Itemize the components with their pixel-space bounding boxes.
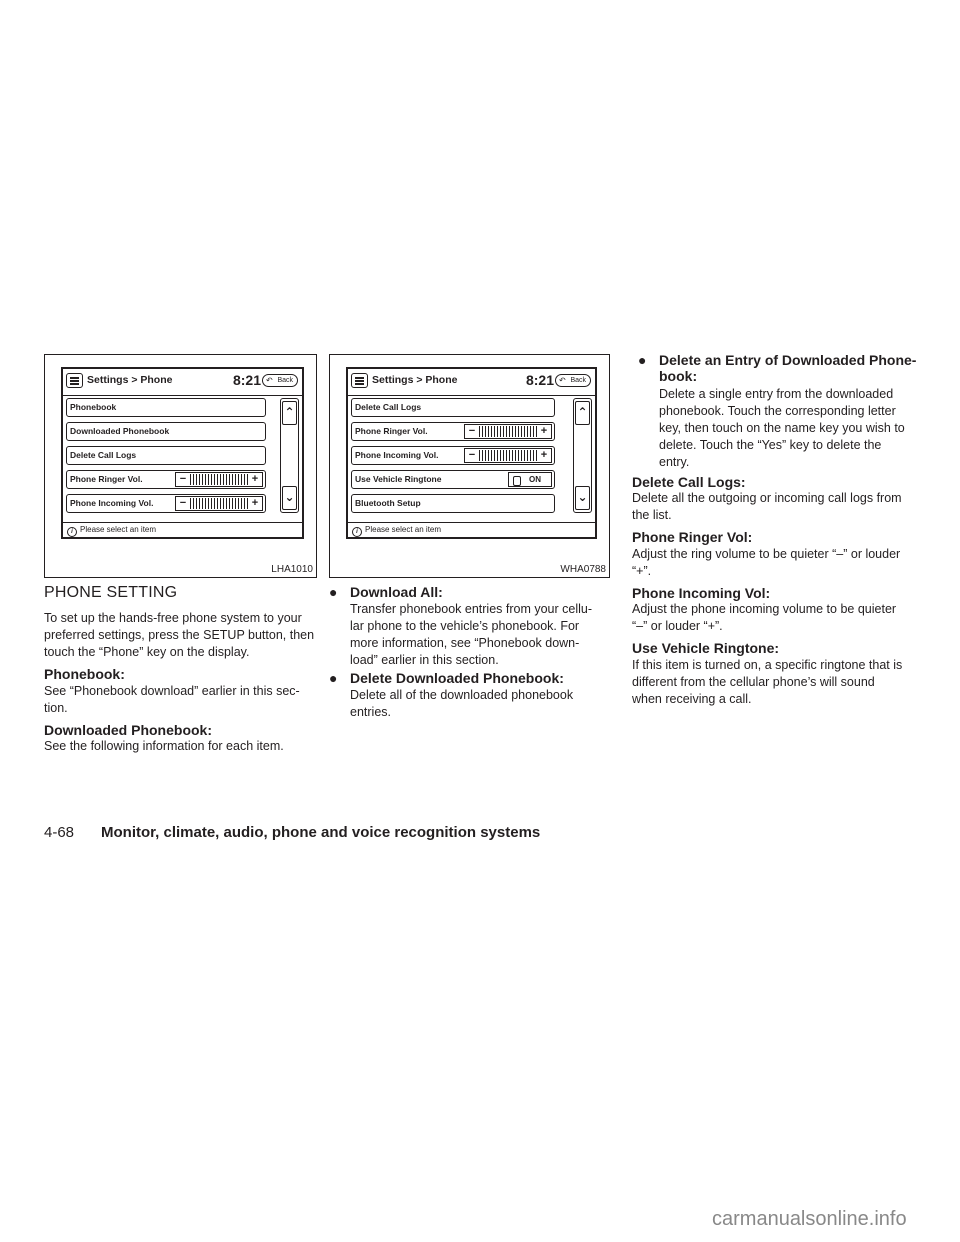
menu-item-label: Phonebook: [70, 402, 117, 412]
scroll-down-icon[interactable]: ⌄: [282, 486, 297, 510]
scroll-down-icon[interactable]: ⌄: [575, 486, 590, 510]
menu-item-label: Use Vehicle Ringtone: [355, 474, 442, 484]
vehicle-ringtone-text-2: different from the cellular phone’s will sound: [632, 675, 875, 689]
back-label: Back: [570, 377, 586, 384]
info-icon: i: [67, 527, 77, 537]
menu-icon: [66, 373, 83, 388]
delete-entry-heading-1: Delete an Entry of Downloaded Phone-: [659, 352, 917, 368]
delete-downloaded-text-1: Delete all of the downloaded phonebook: [350, 688, 574, 702]
download-all-text-4: load” earlier in this section.: [350, 653, 499, 667]
minus-icon[interactable]: −: [179, 497, 187, 509]
delete-entry-heading-2: book:: [659, 368, 698, 384]
delete-downloaded-heading: Delete Downloaded Phonebook:: [350, 670, 564, 686]
ringer-vol-text-2: “+”.: [632, 564, 652, 578]
incoming-vol-heading: Phone Incoming Vol:: [632, 585, 771, 601]
menu-icon: [351, 373, 368, 388]
delete-call-logs-text-1: Delete all the outgoing or incoming call logs from: [632, 491, 902, 505]
plus-icon[interactable]: +: [251, 497, 259, 509]
download-all-text-1: Transfer phonebook entries from your cellu-: [350, 602, 593, 616]
screen-title: Settings > Phone: [87, 374, 173, 386]
ringer-vol-text-1: Adjust the ring volume to be quieter “–” or louder: [632, 547, 901, 561]
back-label: Back: [277, 377, 293, 384]
phonebook-text-2: tion.: [44, 701, 68, 715]
volume-slider[interactable]: [175, 472, 263, 487]
delete-entry-text-1: Delete a single entry from the downloaded: [659, 387, 894, 401]
menu-item-label: Phone Incoming Vol.: [355, 450, 439, 460]
menu-item-phonebook[interactable]: [66, 398, 266, 417]
ringtone-toggle[interactable]: [508, 472, 552, 487]
screen-title: Settings > Phone: [372, 374, 458, 386]
menu-item-label: Phone Ringer Vol.: [355, 426, 428, 436]
toggle-indicator-icon: [513, 476, 521, 486]
menu-item-phone-incoming-vol[interactable]: [66, 494, 266, 513]
intro-line-3: touch the “Phone” key on the display.: [44, 645, 250, 659]
menu-item-label: Delete Call Logs: [70, 450, 137, 460]
volume-bar: [479, 450, 537, 461]
delete-call-logs-text-2: the list.: [632, 508, 672, 522]
toggle-label: ON: [529, 475, 541, 484]
volume-slider[interactable]: [464, 424, 552, 439]
footer-hint: Please select an item: [80, 525, 157, 534]
chapter-title: Monitor, climate, audio, phone and voice recognition systems: [101, 824, 541, 841]
delete-entry-text-3: key, then touch on the name key you wish to: [659, 421, 905, 435]
volume-slider[interactable]: [175, 496, 263, 511]
clock: 8:21: [525, 372, 554, 388]
plus-icon[interactable]: +: [540, 425, 548, 437]
intro-line-1: To set up the hands-free phone system to your: [44, 611, 302, 625]
volume-slider[interactable]: [464, 448, 552, 463]
scroll-up-icon[interactable]: ⌃: [282, 401, 297, 425]
menu-item-label: Downloaded Phonebook: [70, 426, 170, 436]
delete-entry-text-4: delete. Touch the “Yes” key to delete the: [659, 438, 882, 452]
menu-item-delete-call-logs[interactable]: [351, 398, 555, 417]
watermark-text: carmanualsonline.info: [712, 1208, 907, 1230]
minus-icon[interactable]: −: [179, 473, 187, 485]
downloaded-text: See the following information for each item.: [44, 739, 284, 753]
delete-call-logs-heading: Delete Call Logs:: [632, 474, 746, 490]
minus-icon[interactable]: −: [468, 449, 476, 461]
volume-bar: [479, 426, 537, 437]
phone-settings-screen: [61, 367, 304, 539]
download-all-text-3: more information, see “Phonebook down-: [350, 636, 580, 650]
menu-item-phone-ringer-vol[interactable]: [351, 422, 555, 441]
footer-hint: Please select an item: [365, 525, 442, 534]
menu-item-phone-ringer-vol[interactable]: [66, 470, 266, 489]
intro-line-2: preferred settings, press the SETUP button, then: [44, 628, 315, 642]
scroll-up-icon[interactable]: ⌃: [575, 401, 590, 425]
scrollbar[interactable]: [573, 398, 592, 513]
figure-lha1010: [44, 354, 317, 578]
phonebook-heading: Phonebook:: [44, 666, 125, 682]
download-all-text-2: lar phone to the vehicle’s phonebook. For: [350, 619, 580, 633]
bullet-icon: ●: [329, 670, 338, 686]
volume-bar: [190, 474, 248, 485]
back-arrow-icon: ↶: [266, 376, 273, 385]
screen-header: [63, 369, 302, 396]
minus-icon[interactable]: −: [468, 425, 476, 437]
vehicle-ringtone-text-1: If this item is turned on, a specific ringtone that is: [632, 658, 903, 672]
back-button[interactable]: [555, 374, 591, 387]
menu-item-label: Phone Ringer Vol.: [70, 474, 143, 484]
menu-item-downloaded-phonebook[interactable]: [66, 422, 266, 441]
menu-item-label: Delete Call Logs: [355, 402, 422, 412]
downloaded-heading: Downloaded Phonebook:: [44, 722, 212, 738]
menu-item-label: Bluetooth Setup: [355, 498, 421, 508]
bullet-icon: ●: [638, 352, 647, 368]
screen-footer: [348, 522, 595, 537]
ringer-vol-heading: Phone Ringer Vol:: [632, 529, 753, 545]
menu-item-label: Phone Incoming Vol.: [70, 498, 154, 508]
figure-code: LHA1010: [271, 564, 313, 575]
phonebook-text-1: See “Phonebook download” earlier in this sec-: [44, 684, 300, 698]
delete-downloaded-text-2: entries.: [350, 705, 391, 719]
screen-footer: [63, 522, 302, 537]
figure-wha0788: [329, 354, 610, 578]
plus-icon[interactable]: +: [540, 449, 548, 461]
scrollbar[interactable]: [280, 398, 299, 513]
vehicle-ringtone-heading: Use Vehicle Ringtone:: [632, 640, 780, 656]
section-heading: PHONE SETTING: [44, 584, 178, 601]
back-button[interactable]: [262, 374, 298, 387]
menu-item-phone-incoming-vol[interactable]: [351, 446, 555, 465]
vehicle-ringtone-text-3: when receiving a call.: [632, 692, 752, 706]
download-all-heading: Download All:: [350, 584, 443, 600]
back-arrow-icon: ↶: [559, 376, 566, 385]
screen-header: [348, 369, 595, 396]
volume-bar: [190, 498, 248, 509]
page-number: 4-68: [44, 824, 75, 841]
menu-item-bluetooth-setup[interactable]: [351, 494, 555, 513]
menu-item-use-vehicle-ringtone[interactable]: [351, 470, 555, 489]
incoming-vol-text-2: “–” or louder “+”.: [632, 619, 723, 633]
plus-icon[interactable]: +: [251, 473, 259, 485]
menu-item-delete-call-logs[interactable]: [66, 446, 266, 465]
incoming-vol-text-1: Adjust the phone incoming volume to be quieter: [632, 602, 897, 616]
clock: 8:21: [232, 372, 261, 388]
info-icon: i: [352, 527, 362, 537]
delete-entry-text-5: entry.: [659, 455, 690, 469]
delete-entry-text-2: phonebook. Touch the corresponding letter: [659, 404, 896, 418]
bullet-icon: ●: [329, 584, 338, 600]
figure-code: WHA0788: [560, 564, 606, 575]
phone-settings-screen: [346, 367, 597, 539]
